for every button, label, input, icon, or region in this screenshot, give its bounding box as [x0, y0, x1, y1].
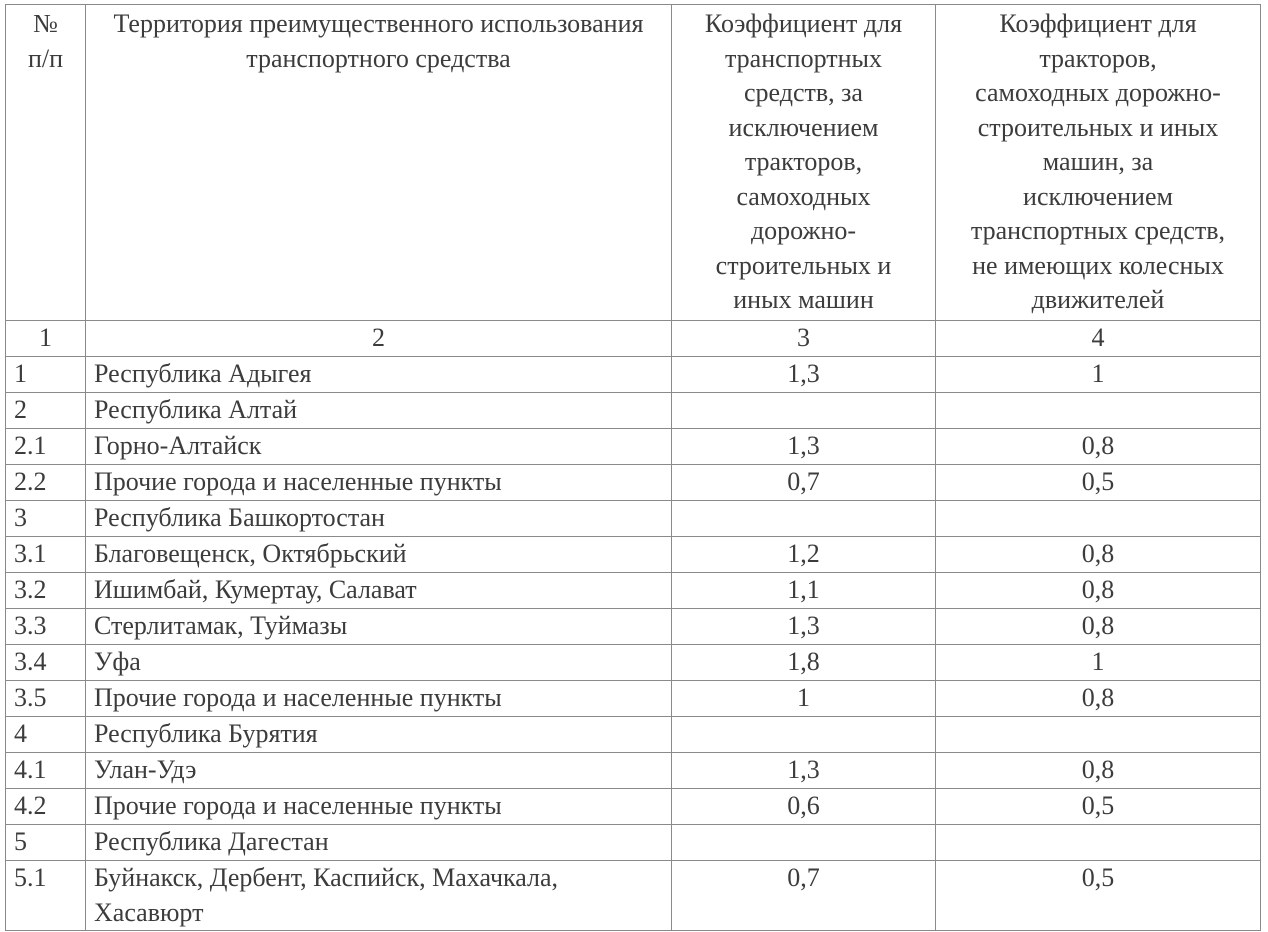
coefficient-tractors-value: 0,8 [936, 609, 1261, 645]
coefficient-tractors-value: 0,5 [936, 861, 1261, 931]
territory-name: Республика Башкортостан [86, 501, 672, 537]
territory-name: Республика Адыгея [86, 357, 672, 393]
coefficient-vehicles-value [672, 717, 936, 753]
column-number: 2 [86, 321, 672, 357]
coefficient-tractors-value: 0,8 [936, 537, 1261, 573]
table-body [6, 357, 1261, 931]
coefficient-vehicles-value [672, 393, 936, 429]
coefficient-vehicles-value: 1,3 [672, 357, 936, 393]
coefficient-tractors-value [936, 825, 1261, 861]
header-coefficient-vehicles: Коэффициент для транспортных средств, за исключением тракторов, самоходных дорожно- строительных и иных машин [672, 5, 936, 321]
row-number: 1 [6, 357, 86, 393]
coefficient-vehicles-value [672, 501, 936, 537]
table-header [6, 5, 1261, 357]
table-row [6, 717, 1261, 753]
row-number: 5.1 [6, 861, 86, 931]
coefficient-tractors-value [936, 501, 1261, 537]
row-number: 3 [6, 501, 86, 537]
territory-name: Прочие города и населенные пункты [86, 465, 672, 501]
coefficient-vehicles-value: 0,7 [672, 465, 936, 501]
row-number: 3.4 [6, 645, 86, 681]
column-number: 3 [672, 321, 936, 357]
header-territory: Территория преимущественного использования транспортного средства [86, 5, 672, 321]
territory-name: Улан-Удэ [86, 753, 672, 789]
row-number: 2 [6, 393, 86, 429]
table-row [6, 609, 1261, 645]
territory-name: Прочие города и населенные пункты [86, 789, 672, 825]
coefficient-vehicles-value: 0,6 [672, 789, 936, 825]
coefficient-vehicles-value: 1 [672, 681, 936, 717]
row-number: 3.1 [6, 537, 86, 573]
row-number: 2.2 [6, 465, 86, 501]
coefficient-tractors-value: 0,8 [936, 573, 1261, 609]
table-row [6, 825, 1261, 861]
territory-name: Благовещенск, Октябрьский [86, 537, 672, 573]
table-row [6, 537, 1261, 573]
row-number: 3.3 [6, 609, 86, 645]
table-row [6, 465, 1261, 501]
table-row [6, 429, 1261, 465]
coefficient-tractors-value: 1 [936, 357, 1261, 393]
column-number: 1 [6, 321, 86, 357]
territory-name: Прочие города и населенные пункты [86, 681, 672, 717]
territory-name: Ишимбай, Кумертау, Салават [86, 573, 672, 609]
column-number: 4 [936, 321, 1261, 357]
row-number: 5 [6, 825, 86, 861]
table-row [6, 753, 1261, 789]
coefficient-vehicles-value [672, 825, 936, 861]
table-row [6, 645, 1261, 681]
territory-name: Республика Алтай [86, 393, 672, 429]
territory-name: Уфа [86, 645, 672, 681]
territory-name: Республика Дагестан [86, 825, 672, 861]
header-row-number: № п/п [6, 5, 86, 321]
table-row [6, 681, 1261, 717]
row-number: 4 [6, 717, 86, 753]
territory-name: Горно-Алтайск [86, 429, 672, 465]
territory-name: Буйнакск, Дербент, Каспийск, Махачкала, Хасавюрт [86, 861, 672, 931]
coefficient-vehicles-value: 1,3 [672, 429, 936, 465]
coefficient-vehicles-value: 1,8 [672, 645, 936, 681]
territory-name: Республика Бурятия [86, 717, 672, 753]
row-number: 4.1 [6, 753, 86, 789]
coefficient-tractors-value [936, 717, 1261, 753]
coefficient-vehicles-value: 1,1 [672, 573, 936, 609]
table-row [6, 393, 1261, 429]
table-row [6, 861, 1261, 931]
table-row [6, 501, 1261, 537]
row-number: 4.2 [6, 789, 86, 825]
header-row [6, 5, 1261, 321]
coefficient-tractors-value: 0,8 [936, 681, 1261, 717]
coefficient-vehicles-value: 0,7 [672, 861, 936, 931]
coefficient-tractors-value: 0,8 [936, 429, 1261, 465]
coefficient-vehicles-value: 1,3 [672, 609, 936, 645]
coefficient-tractors-value [936, 393, 1261, 429]
coefficient-vehicles-value: 1,3 [672, 753, 936, 789]
row-number: 3.5 [6, 681, 86, 717]
territory-name: Стерлитамак, Туймазы [86, 609, 672, 645]
column-number-row [6, 321, 1261, 357]
coefficient-vehicles-value: 1,2 [672, 537, 936, 573]
row-number: 2.1 [6, 429, 86, 465]
coefficient-tractors-value: 0,5 [936, 465, 1261, 501]
coefficients-table [5, 4, 1261, 931]
table-row [6, 789, 1261, 825]
coefficient-tractors-value: 0,5 [936, 789, 1261, 825]
header-coefficient-tractors: Коэффициент для тракторов, самоходных дорожно- строительных и иных машин, за исключением транспортных средств, не имеющих колесных движителей [936, 5, 1261, 321]
table-row [6, 357, 1261, 393]
row-number: 3.2 [6, 573, 86, 609]
table-row [6, 573, 1261, 609]
coefficient-tractors-value: 0,8 [936, 753, 1261, 789]
coefficient-tractors-value: 1 [936, 645, 1261, 681]
